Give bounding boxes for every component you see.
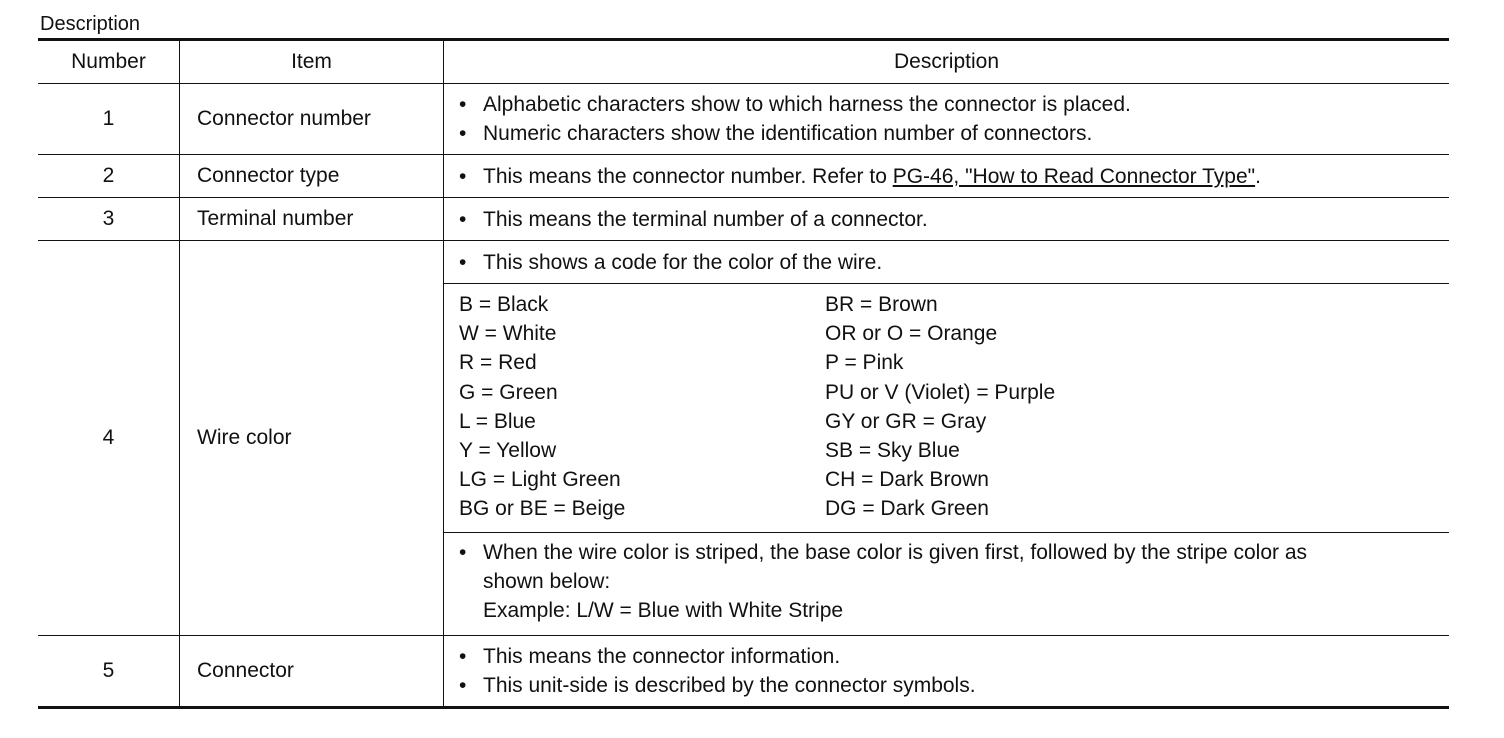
bullet-icon: • bbox=[459, 164, 467, 188]
bullet-icon: • bbox=[459, 207, 467, 231]
bullet-item: • This means the terminal number of a connector. bbox=[459, 205, 1449, 234]
bullet-icon: • bbox=[459, 93, 467, 116]
color-code: Y = Yellow bbox=[459, 439, 557, 463]
bullet-icon: • bbox=[459, 644, 467, 668]
row-item: Connector bbox=[180, 635, 444, 707]
bullet-item: • Alphabetic characters show to which harness the connector is placed. bbox=[459, 90, 1449, 119]
row-description bbox=[444, 84, 1450, 155]
table-header-row bbox=[38, 40, 1449, 84]
color-code: W = White bbox=[459, 322, 557, 346]
color-code: BG or BE = Beige bbox=[459, 497, 626, 521]
row-number: 3 bbox=[38, 198, 180, 241]
bullet-icon: • bbox=[459, 122, 467, 145]
row-description bbox=[444, 155, 1450, 198]
header-description: Description bbox=[444, 40, 1450, 84]
color-codes-right bbox=[825, 290, 1055, 524]
connector-type-link[interactable]: PG-46, "How to Read Connector Type" bbox=[892, 164, 1256, 188]
color-code: L = Blue bbox=[459, 409, 536, 433]
bullet-icon: • bbox=[459, 250, 467, 274]
color-code: P = Pink bbox=[825, 351, 904, 375]
table-row bbox=[38, 198, 1449, 241]
row-item: Connector type bbox=[180, 155, 444, 198]
bullet-icon: • bbox=[459, 540, 467, 564]
color-code: R = Red bbox=[459, 351, 537, 375]
table-caption: Description bbox=[40, 13, 141, 35]
table-row bbox=[38, 635, 1449, 707]
row-item: Connector number bbox=[180, 84, 444, 155]
row-item: Wire color bbox=[180, 241, 444, 636]
color-code: G = Green bbox=[459, 380, 558, 404]
bullet-item: • Numeric characters show the identification number of connectors. bbox=[459, 119, 1449, 148]
color-code: B = Black bbox=[459, 293, 549, 316]
row-number: 1 bbox=[38, 84, 180, 155]
row-item: Terminal number bbox=[180, 198, 444, 241]
description-table bbox=[38, 38, 1449, 709]
bullet-item: • This means the connector number. Refer to PG-46, "How to Read Connector Type". bbox=[459, 162, 1449, 191]
color-code: DG = Dark Green bbox=[825, 497, 989, 521]
bullet-item: • This shows a code for the color of the wire. bbox=[459, 248, 882, 277]
wire-color-intro bbox=[444, 241, 1449, 283]
row-number: 4 bbox=[38, 241, 180, 636]
header-item: Item bbox=[180, 40, 444, 84]
bullet-item: • This means the connector information. bbox=[459, 642, 1449, 671]
color-code: BR = Brown bbox=[825, 293, 938, 316]
bullet-item: • When the wire color is striped, the base color is given first, followed by the stripe color as shown below: Example: L/W = Blue with White Stripe bbox=[459, 538, 1449, 625]
bullet-icon: • bbox=[459, 673, 467, 697]
color-code: CH = Dark Brown bbox=[825, 468, 989, 492]
row-number: 2 bbox=[38, 155, 180, 198]
color-code: LG = Light Green bbox=[459, 468, 621, 492]
stripe-example: Example: L/W = Blue with White Stripe bbox=[483, 598, 844, 622]
bullet-item: • This unit-side is described by the connector symbols. bbox=[459, 671, 1449, 700]
color-code: OR or O = Orange bbox=[825, 322, 998, 346]
color-code: SB = Sky Blue bbox=[825, 439, 960, 463]
row-number: 5 bbox=[38, 635, 180, 707]
table-row bbox=[38, 241, 1449, 636]
stripe-note bbox=[444, 533, 1449, 635]
color-codes-left bbox=[459, 290, 825, 524]
wire-color-codes bbox=[444, 284, 1449, 532]
row-description bbox=[444, 635, 1450, 707]
table-row bbox=[38, 84, 1449, 155]
row-description bbox=[444, 198, 1450, 241]
color-code: GY or GR = Gray bbox=[825, 409, 987, 433]
header-number: Number bbox=[38, 40, 180, 84]
row-description bbox=[444, 241, 1450, 636]
table-row bbox=[38, 155, 1449, 198]
color-code: PU or V (Violet) = Purple bbox=[825, 380, 1056, 404]
